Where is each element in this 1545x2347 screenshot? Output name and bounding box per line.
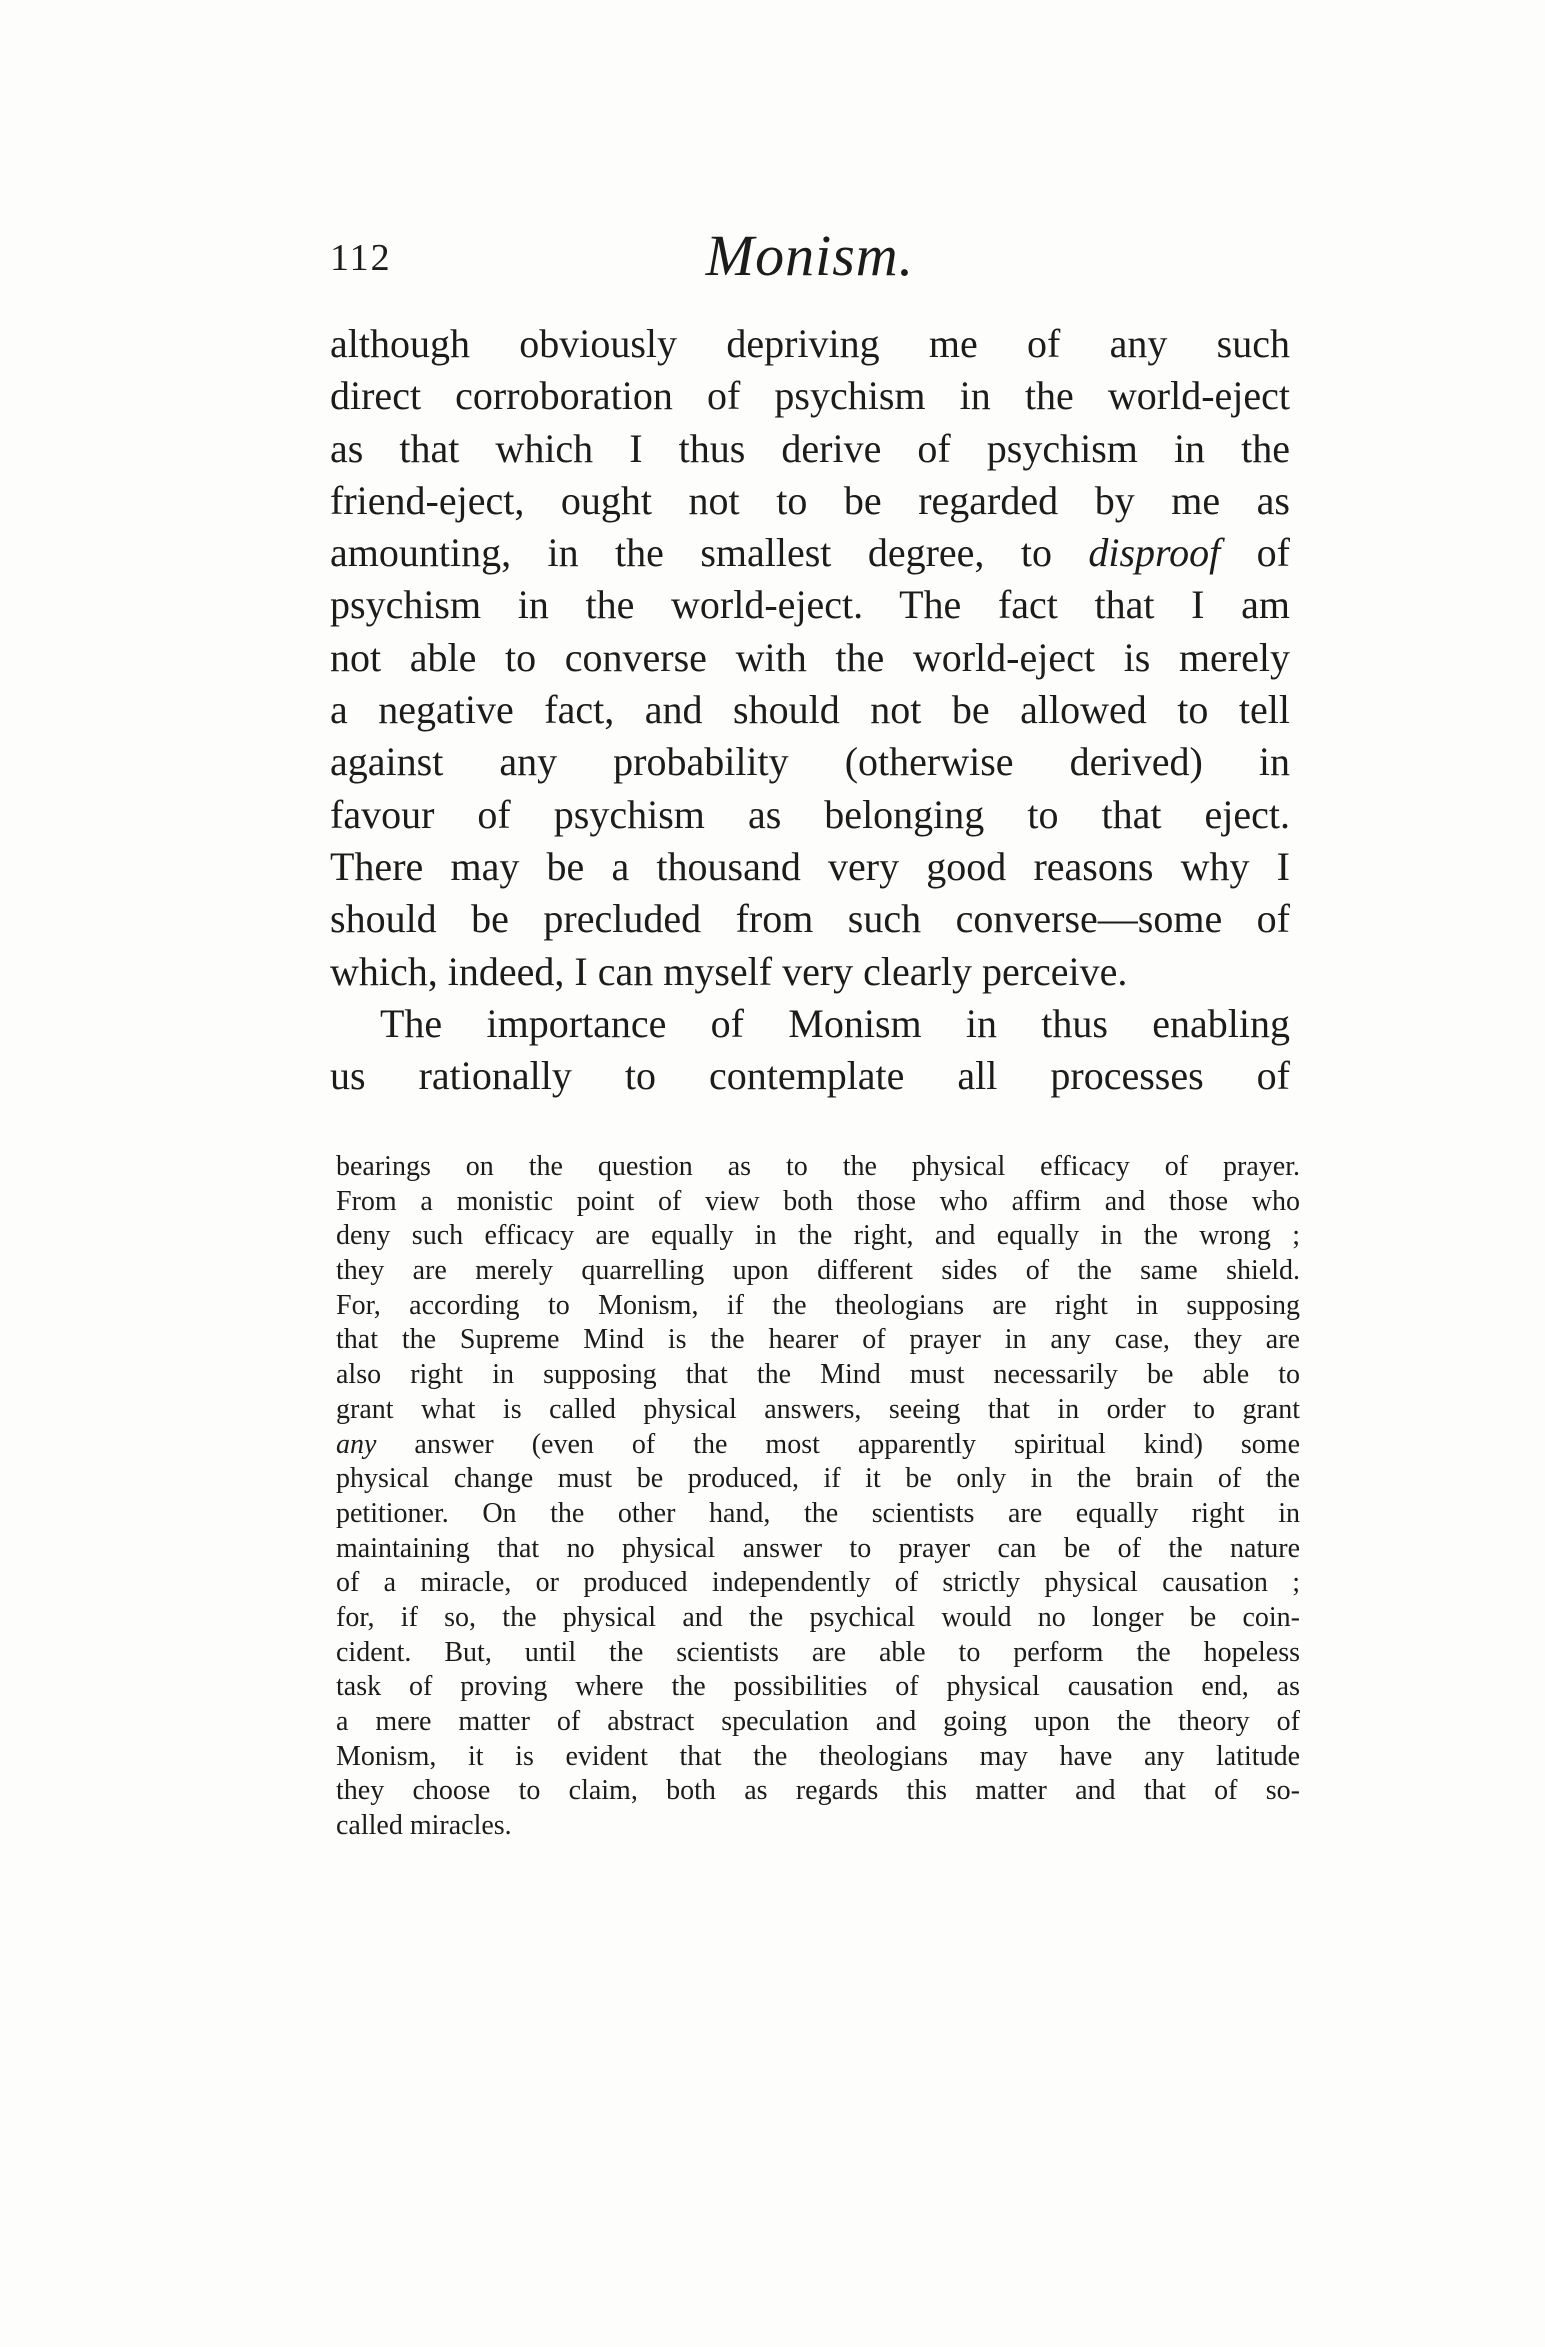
page-number: 112 bbox=[330, 237, 392, 279]
body-line: direct corroboration of psychism in the world-eject bbox=[330, 373, 1290, 419]
emphasis-any: any bbox=[336, 1428, 377, 1460]
footnote-line: they choose to claim, both as regards this matter and that of so- bbox=[336, 1775, 1300, 1807]
footnote-line: maintaining that no physical answer to prayer can be of the nature bbox=[336, 1532, 1300, 1564]
body-line: against any probability (otherwise derived) in bbox=[330, 739, 1290, 785]
footnote-line-text: answer (even of the most apparently spiritual kind) some bbox=[376, 1428, 1300, 1460]
footnote-line: of a miracle, or produced independently of strictly physical causation ; bbox=[336, 1567, 1300, 1599]
footnote bbox=[336, 1150, 1300, 1844]
body-line: a negative fact, and should not be allowed to tell bbox=[330, 687, 1290, 733]
paragraph-start: The importance of Monism in thus enabling bbox=[380, 1000, 1290, 1046]
body-line: psychism in the world-eject. The fact that I am bbox=[330, 582, 1290, 628]
footnote-line: that the Supreme Mind is the hearer of prayer in any case, they are bbox=[336, 1324, 1300, 1356]
emphasis-disproof: disproof bbox=[1088, 530, 1221, 576]
footnote-line: physical change must be produced, if it be only in the brain of the bbox=[336, 1463, 1300, 1495]
footnote-line: deny such efficacy are equally in the right, and equally in the wrong ; bbox=[336, 1220, 1300, 1252]
body-line: should be precluded from such converse—some of bbox=[330, 896, 1290, 942]
footnote-line: grant what is called physical answers, seeing that in order to grant bbox=[336, 1393, 1300, 1425]
body-line: not able to converse with the world-eject is merely bbox=[330, 634, 1290, 680]
footnote-line: also right in supposing that the Mind must necessarily be able to bbox=[336, 1359, 1300, 1391]
footnote-line: a mere matter of abstract speculation and going upon the theory of bbox=[336, 1706, 1300, 1737]
footnote-line: bearings on the question as to the physical efficacy of prayer. bbox=[336, 1151, 1300, 1182]
body-line: favour of psychism as belonging to that eject. bbox=[330, 791, 1290, 837]
body-line: which, indeed, I can myself very clearly perceive. bbox=[330, 948, 1128, 994]
footnote-line: called miracles. bbox=[336, 1810, 512, 1842]
body-line-text: amounting, in the smallest degree, to bbox=[330, 530, 1089, 576]
footnote-line: task of proving where the possibilities of physical causation end, as bbox=[336, 1671, 1300, 1703]
footnote-line: cident. But, until the scientists are able to perform the hopeless bbox=[336, 1636, 1300, 1668]
body-line bbox=[330, 527, 1290, 579]
body-line: us rationally to contemplate all processes of bbox=[330, 1053, 1290, 1099]
footnote-line: Monism, it is evident that the theologians may have any latitude bbox=[336, 1740, 1300, 1772]
footnote-line: From a monistic point of view both those who affirm and those who bbox=[336, 1185, 1300, 1217]
body-line-text: of bbox=[1220, 530, 1290, 576]
footnote-line bbox=[336, 1428, 1300, 1463]
body-line: although obviously depriving me of any such bbox=[330, 321, 1290, 366]
body-line: friend-eject, ought not to be regarded by me as bbox=[330, 477, 1290, 523]
footnote-line: petitioner. On the other hand, the scientists are equally right in bbox=[336, 1497, 1300, 1529]
footnote-line: For, according to Monism, if the theologians are right in supposing bbox=[336, 1289, 1300, 1321]
body-line: There may be a thousand very good reasons why I bbox=[330, 843, 1290, 889]
footnote-line: they are merely quarrelling upon different sides of the same shield. bbox=[336, 1255, 1300, 1287]
body-text bbox=[330, 318, 1290, 1102]
footnote-line: for, if so, the physical and the psychical would no longer be coin- bbox=[336, 1601, 1300, 1633]
running-head bbox=[330, 222, 1290, 292]
body-line: as that which I thus derive of psychism in the bbox=[330, 425, 1290, 471]
running-title: Monism. bbox=[705, 223, 915, 288]
